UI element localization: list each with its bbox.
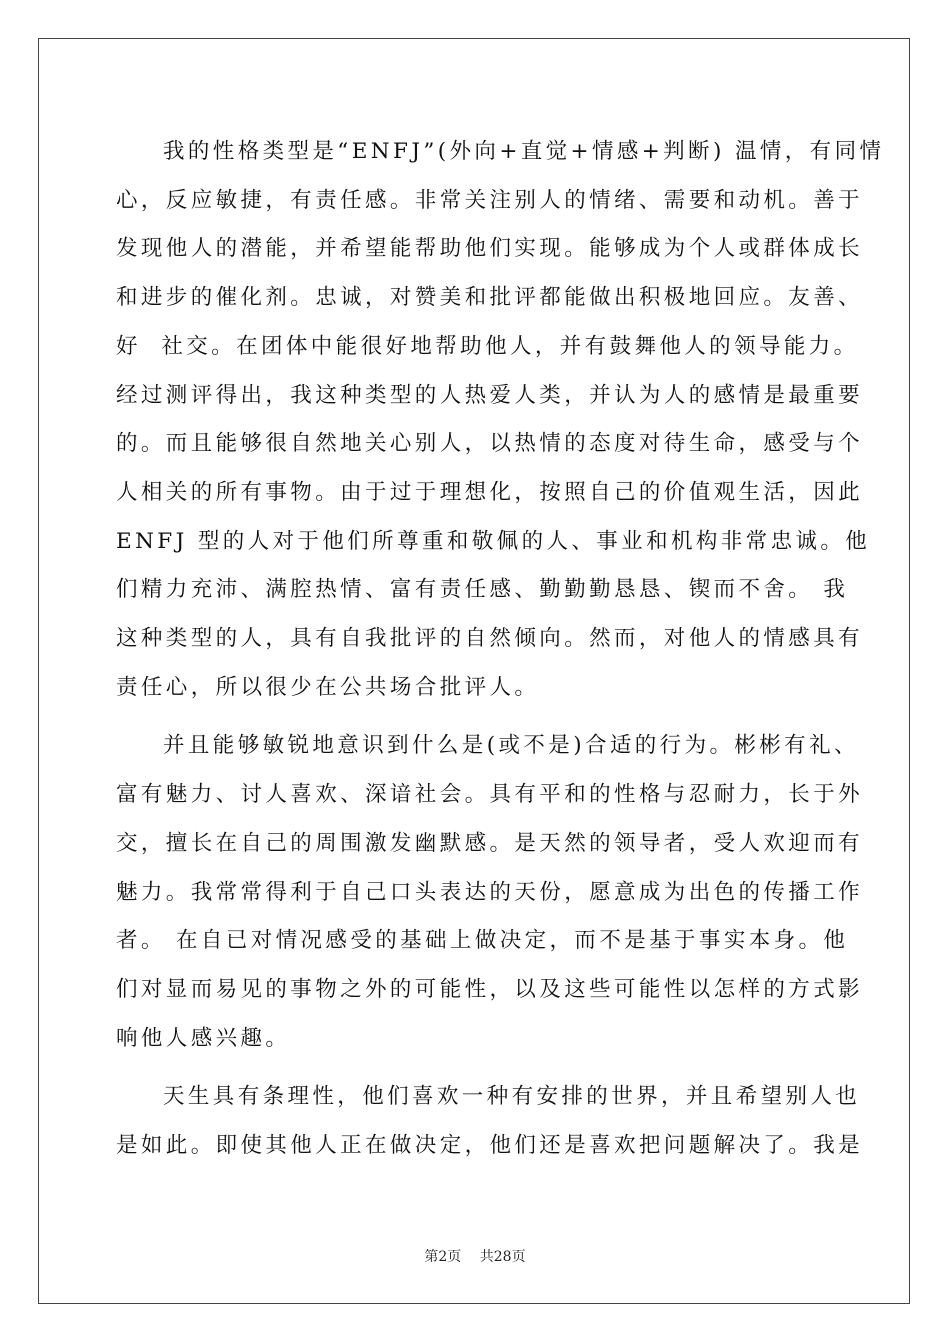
page-number: 第2页 (424, 1249, 462, 1265)
paragraph-1 (116, 128, 885, 712)
text-line: ENFJ 型的人对于他们所尊重和敬佩的人、事业和机构非常忠诚。他 (116, 528, 871, 554)
text-line: 富有魅力、讨人喜欢、深谙社会。具有平和的性格与忍耐力，长于外 (116, 782, 864, 808)
paragraph-3 (116, 1073, 864, 1170)
text-line: 责任心，所以很少在公共场合批评人。 (116, 674, 540, 700)
text-line: 好 社交。在团体中能很好地帮助他人，并有鼓舞他人的领导能力。 (116, 333, 859, 359)
text-line: 魅力。我常常得利于自己口头表达的天份，愿意成为出色的传播工作 (116, 879, 864, 905)
text-line: 和进步的催化剂。忠诚，对赞美和批评都能做出积极地回应。友善、 (116, 285, 864, 311)
text-line: 发现他人的潜能，并希望能帮助他们实现。能够成为个人或群体成长 (116, 236, 864, 262)
text-line: 心，反应敏捷，有责任感。非常关注别人的情绪、需要和动机。善于 (116, 187, 864, 213)
document-body (116, 128, 885, 1171)
text-line: 们精力充沛、满腔热情、富有责任感、勤勤勤恳恳、锲而不舍。 我 (116, 577, 849, 603)
text-line: 这种类型的人，具有自我批评的自然倾向。然而，对他人的情感具有 (116, 626, 864, 652)
text-line: 并且能够敏锐地意识到什么是(或不是)合适的行为。彬彬有礼、 (163, 733, 859, 759)
text-line: 我的性格类型是“ENFJ”(外向+直觉+情感+判断) 温情，有同情 (163, 139, 885, 164)
page-footer (0, 1246, 950, 1266)
text-line: 天生具有条理性，他们喜欢一种有安排的世界，并且希望别人也 (163, 1084, 861, 1110)
paragraph-2 (116, 722, 864, 1063)
text-line: 响他人感兴趣。 (116, 1025, 291, 1051)
text-line: 们对显而易见的事物之外的可能性，以及这些可能性以怎样的方式影 (116, 976, 864, 1002)
text-line: 是如此。即使其他人正在做决定，他们还是喜欢把问题解决了。我是 (116, 1133, 864, 1159)
text-line: 经过测评得出，我这种类型的人热爱人类，并认为人的感情是最重要 (116, 382, 864, 408)
text-line: 交，擅长在自己的周围激发幽默感。是天然的领导者，受人欢迎而有 (116, 830, 864, 856)
text-line: 的。而且能够很自然地关心别人，以热情的态度对待生命，感受与个 (116, 431, 864, 457)
text-line: 者。 在自已对情况感受的基础上做决定，而不是基于事实本身。他 (116, 928, 849, 954)
text-line: 人相关的所有事物。由于过于理想化，按照自己的价值观生活，因此 (116, 479, 864, 505)
page-total: 共28页 (479, 1249, 526, 1265)
